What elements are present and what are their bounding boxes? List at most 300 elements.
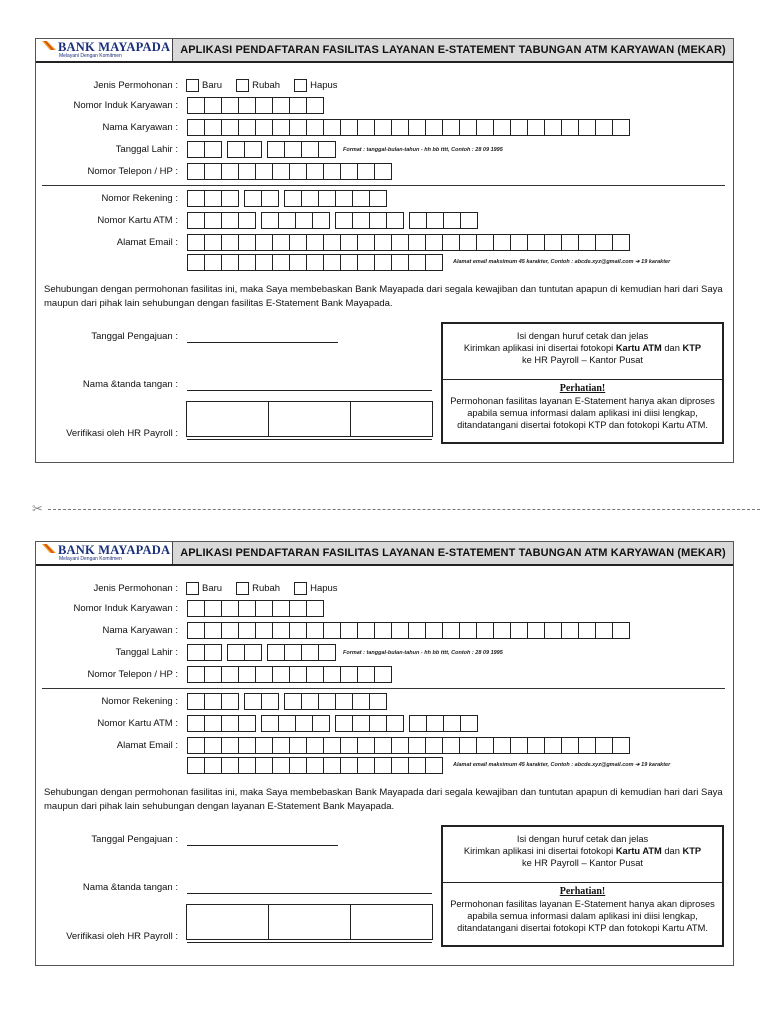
char-box[interactable] xyxy=(386,212,404,229)
char-box[interactable] xyxy=(544,119,562,136)
char-box[interactable] xyxy=(369,693,387,710)
char-box[interactable] xyxy=(357,234,375,251)
char-box[interactable] xyxy=(204,97,222,114)
char-box[interactable] xyxy=(238,666,256,683)
char-box[interactable] xyxy=(204,212,222,229)
char-box[interactable] xyxy=(323,757,341,774)
char-box[interactable] xyxy=(527,234,545,251)
char-box[interactable] xyxy=(255,254,273,271)
char-box[interactable] xyxy=(408,254,426,271)
char-box[interactable] xyxy=(510,234,528,251)
char-box[interactable] xyxy=(204,190,222,207)
option-rubah[interactable]: Rubah xyxy=(236,582,280,595)
char-box[interactable] xyxy=(459,234,477,251)
kartu-atm-input[interactable] xyxy=(187,715,478,732)
label-jenis-permohonan: Jenis Permohonan : xyxy=(93,80,178,91)
char-box[interactable] xyxy=(267,141,285,158)
char-box[interactable] xyxy=(289,757,307,774)
char-box[interactable] xyxy=(510,622,528,639)
char-box[interactable] xyxy=(289,163,307,180)
char-box[interactable] xyxy=(369,212,387,229)
char-box[interactable] xyxy=(289,666,307,683)
char-box[interactable] xyxy=(335,693,353,710)
char-box[interactable] xyxy=(289,600,307,617)
char-box[interactable] xyxy=(289,119,307,136)
char-box[interactable] xyxy=(289,97,307,114)
char-box[interactable] xyxy=(204,644,222,661)
option-rubah[interactable]: Rubah xyxy=(236,79,280,92)
char-box[interactable] xyxy=(459,622,477,639)
rekening-input[interactable] xyxy=(187,693,387,710)
char-box[interactable] xyxy=(187,757,205,774)
char-box[interactable] xyxy=(510,119,528,136)
char-box[interactable] xyxy=(369,715,387,732)
verification-cell[interactable] xyxy=(269,905,351,939)
char-box[interactable] xyxy=(289,254,307,271)
char-box[interactable] xyxy=(460,212,478,229)
label-nik: Nomor Induk Karyawan : xyxy=(73,603,178,614)
char-box[interactable] xyxy=(408,119,426,136)
verification-cell[interactable] xyxy=(351,402,432,436)
option-baru[interactable]: Baru xyxy=(186,79,222,92)
char-box[interactable] xyxy=(255,119,273,136)
char-box[interactable] xyxy=(323,254,341,271)
char-box[interactable] xyxy=(289,234,307,251)
char-box[interactable] xyxy=(221,715,239,732)
checkbox-baru[interactable] xyxy=(186,582,199,595)
nik-input[interactable] xyxy=(187,97,324,114)
char-box[interactable] xyxy=(352,190,370,207)
char-box[interactable] xyxy=(187,737,205,754)
char-box[interactable] xyxy=(459,737,477,754)
char-box[interactable] xyxy=(544,737,562,754)
char-box[interactable] xyxy=(306,234,324,251)
char-box[interactable] xyxy=(386,715,404,732)
char-box[interactable] xyxy=(357,119,375,136)
char-box[interactable] xyxy=(391,254,409,271)
char-box[interactable] xyxy=(340,254,358,271)
char-box[interactable] xyxy=(408,622,426,639)
char-box[interactable] xyxy=(238,757,256,774)
char-box[interactable] xyxy=(204,254,222,271)
char-box[interactable] xyxy=(261,715,279,732)
nik-input[interactable] xyxy=(187,600,324,617)
char-box[interactable] xyxy=(306,622,324,639)
char-box[interactable] xyxy=(578,119,596,136)
char-box[interactable] xyxy=(391,119,409,136)
char-box[interactable] xyxy=(476,737,494,754)
char-box[interactable] xyxy=(493,119,511,136)
rekening-input[interactable] xyxy=(187,190,387,207)
char-box[interactable] xyxy=(323,119,341,136)
char-box[interactable] xyxy=(255,622,273,639)
char-box[interactable] xyxy=(221,737,239,754)
char-box[interactable] xyxy=(227,644,245,661)
char-box[interactable] xyxy=(187,254,205,271)
char-box[interactable] xyxy=(221,600,239,617)
char-box[interactable] xyxy=(221,666,239,683)
verification-cell[interactable] xyxy=(351,905,432,939)
char-box[interactable] xyxy=(306,119,324,136)
char-box[interactable] xyxy=(357,757,375,774)
char-box[interactable] xyxy=(335,212,353,229)
option-hapus[interactable]: Hapus xyxy=(294,582,337,595)
char-box[interactable] xyxy=(272,757,290,774)
char-box[interactable] xyxy=(187,600,205,617)
char-box[interactable] xyxy=(476,234,494,251)
char-box[interactable] xyxy=(493,737,511,754)
warning-text: Permohonan fasilitas layanan E-Statement hanya akan diproses apabila semua informasi dalam aplikasi ini diisi lengkap, ditandatangani disertai fotokopi KTP dan fotokopi Kartu ATM. xyxy=(450,899,715,933)
char-box[interactable] xyxy=(578,737,596,754)
char-box[interactable] xyxy=(187,715,205,732)
nama-input[interactable] xyxy=(187,622,630,639)
char-box[interactable] xyxy=(255,737,273,754)
char-box[interactable] xyxy=(374,119,392,136)
char-box[interactable] xyxy=(312,715,330,732)
warning-text: Permohonan fasilitas layanan E-Statement hanya akan diproses apabila semua informasi dalam aplikasi ini diisi lengkap, ditandatangani disertai fotokopi KTP dan fotokopi Kartu ATM. xyxy=(450,396,715,430)
char-box[interactable] xyxy=(272,622,290,639)
form-title: APLIKASI PENDAFTARAN FASILITAS LAYANAN E-STATEMENT TABUNGAN ATM KARYAWAN (MEKAR) xyxy=(173,542,733,564)
char-box[interactable] xyxy=(374,666,392,683)
char-box[interactable] xyxy=(238,715,256,732)
char-box[interactable] xyxy=(295,212,313,229)
char-box[interactable] xyxy=(323,737,341,754)
char-box[interactable] xyxy=(204,119,222,136)
tanggal-lahir-input[interactable] xyxy=(187,644,336,661)
char-box[interactable] xyxy=(221,254,239,271)
char-box[interactable] xyxy=(238,622,256,639)
char-box[interactable] xyxy=(544,234,562,251)
char-box[interactable] xyxy=(357,737,375,754)
char-box[interactable] xyxy=(426,212,444,229)
char-box[interactable] xyxy=(204,693,222,710)
char-box[interactable] xyxy=(306,737,324,754)
char-box[interactable] xyxy=(493,622,511,639)
char-box[interactable] xyxy=(323,234,341,251)
char-box[interactable] xyxy=(527,622,545,639)
char-box[interactable] xyxy=(612,234,630,251)
char-box[interactable] xyxy=(340,119,358,136)
char-box[interactable] xyxy=(221,119,239,136)
label-tanggal-pengajuan: Tanggal Pengajuan : xyxy=(91,331,178,342)
char-box[interactable] xyxy=(289,737,307,754)
telepon-input[interactable] xyxy=(187,666,392,683)
char-box[interactable] xyxy=(595,234,613,251)
char-box[interactable] xyxy=(306,97,324,114)
label-jenis-permohonan: Jenis Permohonan : xyxy=(93,583,178,594)
form-header xyxy=(36,39,733,63)
char-box[interactable] xyxy=(374,254,392,271)
char-box[interactable] xyxy=(476,622,494,639)
char-box[interactable] xyxy=(318,141,336,158)
option-baru[interactable]: Baru xyxy=(186,582,222,595)
char-box[interactable] xyxy=(244,141,262,158)
char-box[interactable] xyxy=(267,644,285,661)
email-input-row1[interactable] xyxy=(187,234,630,251)
signature-line[interactable] xyxy=(187,893,432,894)
char-box[interactable] xyxy=(221,163,239,180)
char-box[interactable] xyxy=(306,254,324,271)
char-box[interactable] xyxy=(227,141,245,158)
char-box[interactable] xyxy=(238,119,256,136)
char-box[interactable] xyxy=(369,190,387,207)
kartu-atm-input[interactable] xyxy=(187,212,478,229)
verification-cell[interactable] xyxy=(187,402,269,436)
char-box[interactable] xyxy=(187,212,205,229)
char-box[interactable] xyxy=(476,119,494,136)
char-box[interactable] xyxy=(527,737,545,754)
char-box[interactable] xyxy=(278,715,296,732)
char-box[interactable] xyxy=(187,97,205,114)
char-box[interactable] xyxy=(409,715,427,732)
char-box[interactable] xyxy=(340,163,358,180)
char-box[interactable] xyxy=(238,737,256,754)
char-box[interactable] xyxy=(187,666,205,683)
section-divider xyxy=(42,185,725,186)
char-box[interactable] xyxy=(272,666,290,683)
char-box[interactable] xyxy=(352,693,370,710)
char-box[interactable] xyxy=(238,163,256,180)
verification-cell[interactable] xyxy=(269,402,351,436)
email-input-row2[interactable] xyxy=(187,757,443,774)
char-box[interactable] xyxy=(255,163,273,180)
char-box[interactable] xyxy=(306,666,324,683)
char-box[interactable] xyxy=(318,190,336,207)
char-box[interactable] xyxy=(352,212,370,229)
checkbox-hapus[interactable] xyxy=(294,79,307,92)
char-box[interactable] xyxy=(244,190,262,207)
char-box[interactable] xyxy=(335,715,353,732)
char-box[interactable] xyxy=(295,715,313,732)
tanggal-pengajuan-line[interactable] xyxy=(187,845,338,846)
char-box[interactable] xyxy=(261,693,279,710)
char-box[interactable] xyxy=(301,141,319,158)
char-box[interactable] xyxy=(312,212,330,229)
char-box[interactable] xyxy=(284,693,302,710)
char-box[interactable] xyxy=(255,234,273,251)
jenis-permohonan-options xyxy=(186,582,352,595)
tanggal-pengajuan-line[interactable] xyxy=(187,342,338,343)
bank-logo xyxy=(36,542,173,564)
char-box[interactable] xyxy=(187,163,205,180)
checkbox-rubah[interactable] xyxy=(236,582,249,595)
char-box[interactable] xyxy=(284,644,302,661)
char-box[interactable] xyxy=(306,163,324,180)
char-box[interactable] xyxy=(238,212,256,229)
char-box[interactable] xyxy=(187,644,205,661)
char-box[interactable] xyxy=(595,622,613,639)
char-box[interactable] xyxy=(510,737,528,754)
char-box[interactable] xyxy=(374,163,392,180)
char-box[interactable] xyxy=(284,190,302,207)
option-hapus[interactable]: Hapus xyxy=(294,79,337,92)
signature-line[interactable] xyxy=(187,390,432,391)
char-box[interactable] xyxy=(204,666,222,683)
char-box[interactable] xyxy=(318,644,336,661)
char-box[interactable] xyxy=(374,757,392,774)
char-box[interactable] xyxy=(612,119,630,136)
char-box[interactable] xyxy=(272,737,290,754)
char-box[interactable] xyxy=(391,234,409,251)
char-box[interactable] xyxy=(561,622,579,639)
char-box[interactable] xyxy=(204,141,222,158)
char-box[interactable] xyxy=(204,737,222,754)
char-box[interactable] xyxy=(357,163,375,180)
char-box[interactable] xyxy=(612,737,630,754)
char-box[interactable] xyxy=(391,622,409,639)
char-box[interactable] xyxy=(187,693,205,710)
char-box[interactable] xyxy=(272,600,290,617)
char-box[interactable] xyxy=(221,693,239,710)
char-box[interactable] xyxy=(578,622,596,639)
char-box[interactable] xyxy=(255,97,273,114)
char-box[interactable] xyxy=(323,622,341,639)
char-box[interactable] xyxy=(221,190,239,207)
char-box[interactable] xyxy=(255,757,273,774)
char-box[interactable] xyxy=(301,693,319,710)
char-box[interactable] xyxy=(459,119,477,136)
char-box[interactable] xyxy=(255,666,273,683)
char-box[interactable] xyxy=(255,600,273,617)
char-box[interactable] xyxy=(442,622,460,639)
char-box[interactable] xyxy=(408,737,426,754)
char-box[interactable] xyxy=(442,234,460,251)
char-box[interactable] xyxy=(391,737,409,754)
char-box[interactable] xyxy=(204,757,222,774)
char-box[interactable] xyxy=(284,141,302,158)
char-box[interactable] xyxy=(323,666,341,683)
char-box[interactable] xyxy=(425,737,443,754)
char-box[interactable] xyxy=(408,234,426,251)
char-box[interactable] xyxy=(221,622,239,639)
char-box[interactable] xyxy=(595,737,613,754)
tanggal-lahir-input[interactable] xyxy=(187,141,336,158)
warning-title: Perhatian! xyxy=(559,383,606,394)
char-box[interactable] xyxy=(527,119,545,136)
char-box[interactable] xyxy=(443,212,461,229)
char-box[interactable] xyxy=(187,190,205,207)
char-box[interactable] xyxy=(272,119,290,136)
char-box[interactable] xyxy=(340,234,358,251)
char-box[interactable] xyxy=(278,212,296,229)
char-box[interactable] xyxy=(374,622,392,639)
statement-text: Sehubungan dengan permohonan fasilitas ini, maka Saya membebaskan Bank Mayapada dari segala kewajiban dan tuntutan apapun di kemudian hari dari Saya maupun dari pihak lain sehubungan dengan layanan E-Statement Bank Mayapada. xyxy=(44,787,723,812)
char-box[interactable] xyxy=(318,693,336,710)
char-box[interactable] xyxy=(187,141,205,158)
label-telepon: Nomor Telepon / HP : xyxy=(87,669,178,680)
char-box[interactable] xyxy=(187,234,205,251)
char-box[interactable] xyxy=(425,254,443,271)
char-box[interactable] xyxy=(272,234,290,251)
char-box[interactable] xyxy=(442,737,460,754)
char-box[interactable] xyxy=(221,212,239,229)
char-box[interactable] xyxy=(221,234,239,251)
telepon-input[interactable] xyxy=(187,163,392,180)
char-box[interactable] xyxy=(340,737,358,754)
char-box[interactable] xyxy=(595,119,613,136)
email-input-row1[interactable] xyxy=(187,737,630,754)
char-box[interactable] xyxy=(426,715,444,732)
char-box[interactable] xyxy=(425,757,443,774)
email-input-row2[interactable] xyxy=(187,254,443,271)
char-box[interactable] xyxy=(221,757,239,774)
char-box[interactable] xyxy=(301,644,319,661)
char-box[interactable] xyxy=(289,622,307,639)
char-box[interactable] xyxy=(238,254,256,271)
char-box[interactable] xyxy=(187,622,205,639)
char-box[interactable] xyxy=(272,254,290,271)
char-box[interactable] xyxy=(306,600,324,617)
char-box[interactable] xyxy=(374,234,392,251)
char-box[interactable] xyxy=(340,666,358,683)
char-box[interactable] xyxy=(306,757,324,774)
char-box[interactable] xyxy=(272,163,290,180)
char-box[interactable] xyxy=(460,715,478,732)
char-box[interactable] xyxy=(244,644,262,661)
char-box[interactable] xyxy=(357,666,375,683)
char-box[interactable] xyxy=(238,600,256,617)
char-box[interactable] xyxy=(357,254,375,271)
application-form-top xyxy=(35,38,734,463)
jenis-permohonan-options xyxy=(186,79,352,92)
char-box[interactable] xyxy=(352,715,370,732)
char-box[interactable] xyxy=(391,757,409,774)
char-box[interactable] xyxy=(187,119,205,136)
char-box[interactable] xyxy=(425,119,443,136)
char-box[interactable] xyxy=(301,190,319,207)
char-box[interactable] xyxy=(561,737,579,754)
char-box[interactable] xyxy=(261,212,279,229)
checkbox-rubah[interactable] xyxy=(236,79,249,92)
char-box[interactable] xyxy=(204,600,222,617)
char-box[interactable] xyxy=(204,622,222,639)
char-box[interactable] xyxy=(425,234,443,251)
char-box[interactable] xyxy=(340,622,358,639)
char-box[interactable] xyxy=(204,715,222,732)
char-box[interactable] xyxy=(408,757,426,774)
char-box[interactable] xyxy=(272,97,290,114)
char-box[interactable] xyxy=(357,622,375,639)
char-box[interactable] xyxy=(244,693,262,710)
label-email: Alamat Email : xyxy=(116,740,178,751)
char-box[interactable] xyxy=(561,119,579,136)
char-box[interactable] xyxy=(493,234,511,251)
bank-logo xyxy=(36,39,173,61)
char-box[interactable] xyxy=(261,190,279,207)
char-box[interactable] xyxy=(544,622,562,639)
char-box[interactable] xyxy=(561,234,579,251)
char-box[interactable] xyxy=(374,737,392,754)
char-box[interactable] xyxy=(578,234,596,251)
char-box[interactable] xyxy=(409,212,427,229)
char-box[interactable] xyxy=(612,622,630,639)
char-box[interactable] xyxy=(204,234,222,251)
char-box[interactable] xyxy=(204,163,222,180)
nama-input[interactable] xyxy=(187,119,630,136)
char-box[interactable] xyxy=(425,622,443,639)
char-box[interactable] xyxy=(442,119,460,136)
char-box[interactable] xyxy=(340,757,358,774)
char-box[interactable] xyxy=(238,97,256,114)
char-box[interactable] xyxy=(323,163,341,180)
checkbox-baru[interactable] xyxy=(186,79,199,92)
verification-cell[interactable] xyxy=(187,905,269,939)
checkbox-hapus[interactable] xyxy=(294,582,307,595)
char-box[interactable] xyxy=(443,715,461,732)
char-box[interactable] xyxy=(238,234,256,251)
char-box[interactable] xyxy=(335,190,353,207)
char-box[interactable] xyxy=(221,97,239,114)
